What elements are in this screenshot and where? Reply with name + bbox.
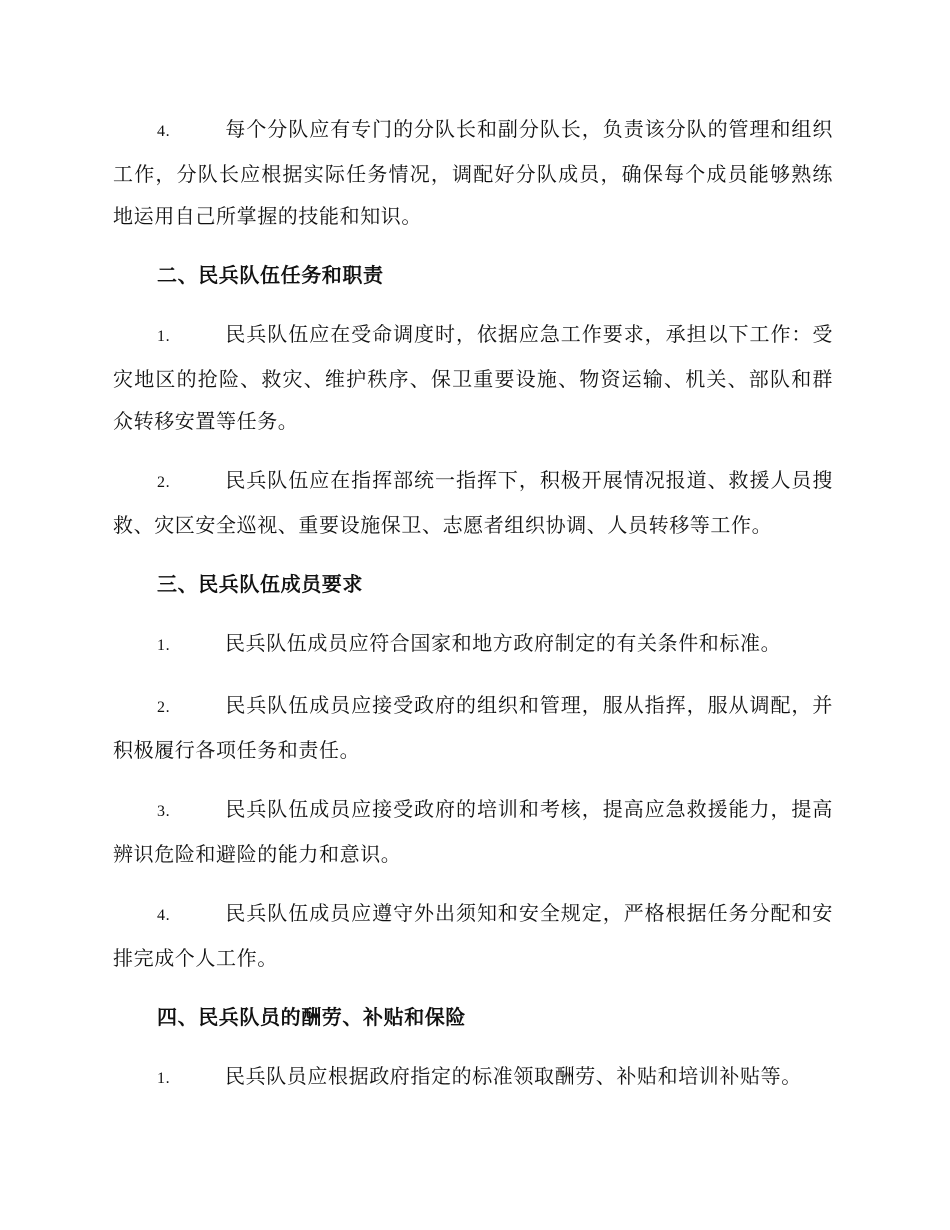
- item-number: 2.: [157, 699, 171, 716]
- list-item: [113, 1055, 833, 1100]
- item-text: 民兵队伍应在受命调度时，依据应急工作要求，承担以下工作：受灾地区的抢险、救灾、维护秩序、保卫重要设施、物资运输、机关、部队和群众转移安置等任务。: [113, 322, 833, 433]
- section-heading: 三、民兵队伍成员要求: [157, 572, 363, 596]
- list-item: [113, 108, 833, 237]
- section-heading: 四、民兵队员的酬劳、补贴和保险: [157, 1005, 466, 1029]
- item-number: 3.: [157, 803, 171, 820]
- list-item: [113, 459, 833, 546]
- item-number: 4.: [157, 907, 171, 924]
- item-text: 民兵队伍成员应遵守外出须知和安全规定，严格根据任务分配和安排完成个人工作。: [113, 901, 833, 970]
- item-number: 2.: [157, 474, 171, 491]
- document-page: [113, 108, 833, 1117]
- item-text: 民兵队伍应在指挥部统一指挥下，积极开展情况报道、救援人员搜救、灾区安全巡视、重要设施保卫、志愿者组织协调、人员转移等工作。: [113, 468, 833, 537]
- item-number: 1.: [157, 328, 171, 345]
- section-heading: 二、民兵队伍任务和职责: [157, 263, 384, 287]
- list-item: [113, 622, 833, 667]
- list-item: [113, 788, 833, 875]
- list-item: [113, 684, 833, 771]
- item-text: 每个分队应有专门的分队长和副分队长，负责该分队的管理和组织工作，分队长应根据实际任务情况，调配好分队成员，确保每个成员能够熟练地运用自己所掌握的技能和知识。: [113, 117, 833, 228]
- item-number: 1.: [157, 637, 171, 654]
- item-text: 民兵队伍成员应符合国家和地方政府制定的有关条件和标准。: [225, 631, 782, 655]
- item-text: 民兵队伍成员应接受政府的组织和管理，服从指挥，服从调配，并积极履行各项任务和责任。: [113, 693, 833, 762]
- list-item: [113, 313, 833, 442]
- item-text: 民兵队伍成员应接受政府的培训和考核，提高应急救援能力，提高辨识危险和避险的能力和意识。: [113, 797, 833, 866]
- item-number: 4.: [157, 123, 171, 140]
- list-item: [113, 892, 833, 979]
- item-text: 民兵队员应根据政府指定的标准领取酬劳、补贴和培训补贴等。: [225, 1064, 802, 1088]
- item-number: 1.: [157, 1070, 171, 1087]
